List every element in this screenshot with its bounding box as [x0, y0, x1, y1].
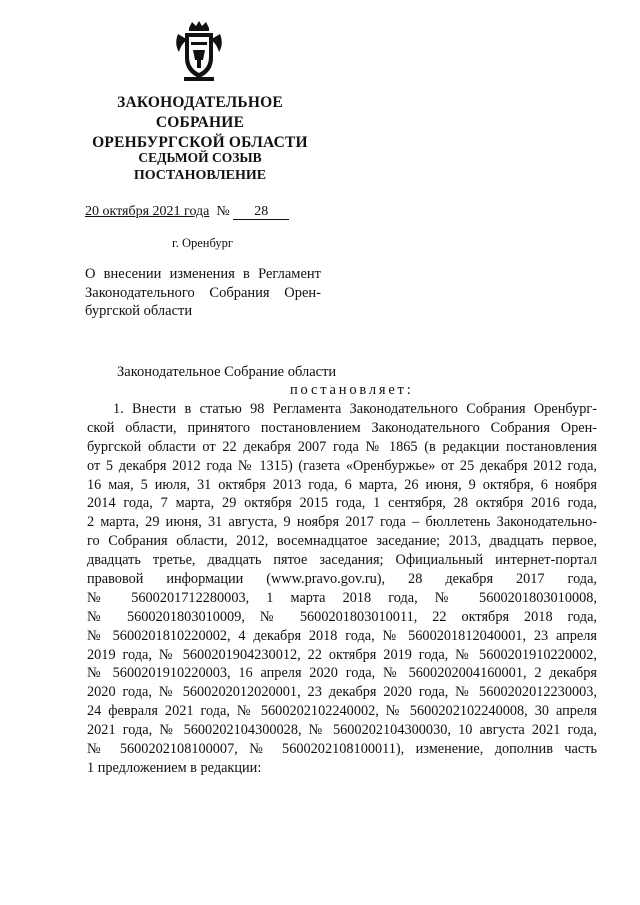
body-line: правовой информации (www.pravo.gov.ru), 28 декабря 2017 года, [87, 571, 597, 588]
body-line: 2021 года, № 5600202104300028, № 5600202104300030, 10 августа 2021 года, [87, 722, 597, 739]
body-line: двадцать третье, двадцать пятое заседания; Официальный интернет-портал [87, 552, 597, 569]
parliament-title [80, 93, 320, 153]
body-line: 16 мая, 5 июля, 31 октября 2013 года, 6 марта, 26 июня, 9 октября, 6 ноября [87, 476, 597, 493]
body-line: № 5600201810220002, 4 декабря 2018 года, № 5600201812040001, 23 апреля [87, 627, 597, 644]
body-line: бургской области от 22 декабря 2007 года № 1865 (в редакции постановления [87, 438, 597, 455]
subject-line: бургской области [85, 303, 193, 319]
convocation: СЕДЬМОЙ СОЗЫВ [138, 150, 262, 165]
coat-of-arms-icon [170, 20, 228, 82]
document-date: 20 октября 2021 года [85, 204, 210, 219]
title-line: СОБРАНИЕ [155, 114, 245, 131]
body-line: 2 марта, 29 июня, 31 августа, 9 ноября 2017 года – бюллетень Законодательно- [87, 514, 597, 531]
document-type: ПОСТАНОВЛЕНИЕ [133, 168, 267, 183]
subject-line: О внесении изменения в Регламент [85, 266, 321, 282]
date-number-line [85, 204, 289, 220]
body-line: № 5600201910220003, 16 апреля 2020 года, № 5600202004160001, 2 декабря [87, 665, 597, 682]
body-line: го Собрания области, 2012, восемнадцатое заседание; 2013, двадцать первое, [87, 533, 597, 550]
title-line: ЗАКОНОДАТЕЛЬНОЕ [117, 94, 283, 111]
city: г. Оренбург [172, 236, 233, 250]
title-line: ОРЕНБУРГСКОЙ ОБЛАСТИ [92, 134, 308, 151]
body-paragraph [87, 400, 597, 778]
document-number: 28 [233, 204, 289, 220]
body-line: 24 февраля 2021 года, № 5600202102240002, № 5600202102240008, 30 апреля [87, 703, 597, 720]
body-line: от 5 декабря 2012 года № 1315) (газета «Оренбуржье» от 25 декабря 2012 года, [87, 457, 597, 474]
body-line: 1. Внести в статью 98 Регламента Законодательного Собрания Оренбург- [113, 401, 597, 417]
subject-line: Законодательного Собрания Орен- [85, 284, 321, 301]
body-line: № 5600201712280003, 1 марта 2018 года, № 5600201803010008, [87, 589, 597, 606]
document-subject [85, 265, 321, 321]
body-line: № 5600202108100007, № 5600202108100011), изменение, дополнив часть [87, 741, 597, 758]
body-line: 2019 года, № 5600201904230012, 22 октября 2019 года, № 5600201910220002, [87, 646, 597, 663]
resolves-word: постановляет: [290, 382, 414, 398]
body-line: 2014 года, 7 марта, 29 октября 2015 года, 1 сентября, 28 октября 2016 года, [87, 495, 597, 512]
body-line: ской области, принятого постановлением Законодательного Собрания Орен- [87, 419, 597, 436]
body-line: 2020 года, № 5600202012020001, 23 декабря 2020 года, № 5600202012230003, [87, 684, 597, 701]
body-line: 1 предложением в редакции: [87, 759, 262, 776]
preamble: Законодательное Собрание области [117, 364, 337, 380]
number-sign: № [216, 204, 230, 219]
body-line: № 5600201803010009, № 5600201803010011, 22 октября 2018 года, [87, 608, 597, 625]
